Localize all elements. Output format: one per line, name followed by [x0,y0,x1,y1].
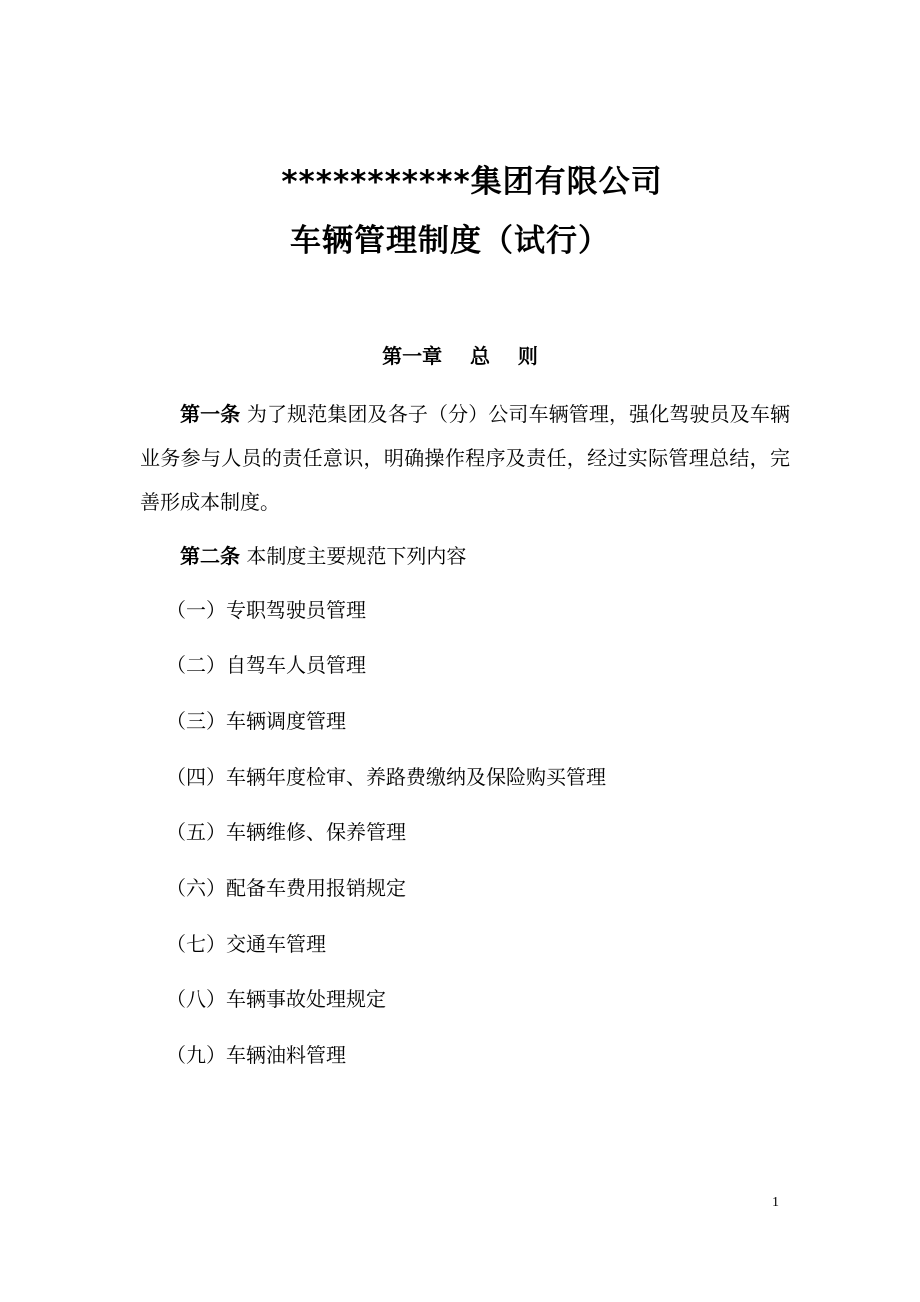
article-1-paragraph [140,392,790,524]
list-item: （九）车辆油料管理 [166,1043,346,1067]
list-item: （一）专职驾驶员管理 [166,598,366,622]
article-2-text: 本制度主要规范下列内容 [240,544,467,568]
list-item: （八）车辆事故处理规定 [166,987,386,1011]
list-item: （七）交通车管理 [166,932,326,956]
list-item: （二）自驾车人员管理 [166,653,366,677]
page-number: 1 [772,1195,779,1210]
list-item: （三）车辆调度管理 [166,709,346,733]
list-item: （五）车辆维修、保养管理 [166,820,406,844]
article-2-paragraph [140,534,790,578]
list-item: （六）配备车费用报销规定 [166,876,406,900]
article-1-text: 为了规范集团及各子（分）公司车辆管理，强化驾驶员及车辆业务参与人员的责任意识，明确操作程序及责任，经过实际管理总结，完善形成本制度。 [140,402,791,514]
article-2-label: 第二条 [180,544,240,568]
article-1-label: 第一条 [180,402,241,426]
list-item: （四）车辆年度检审、养路费缴纳及保险购买管理 [166,765,606,789]
document-title-regulation: 车辆管理制度（试行） [290,223,610,259]
chapter-heading: 第一章 总 则 [382,344,538,368]
document-title-company: ***********集团有限公司 [281,164,663,200]
